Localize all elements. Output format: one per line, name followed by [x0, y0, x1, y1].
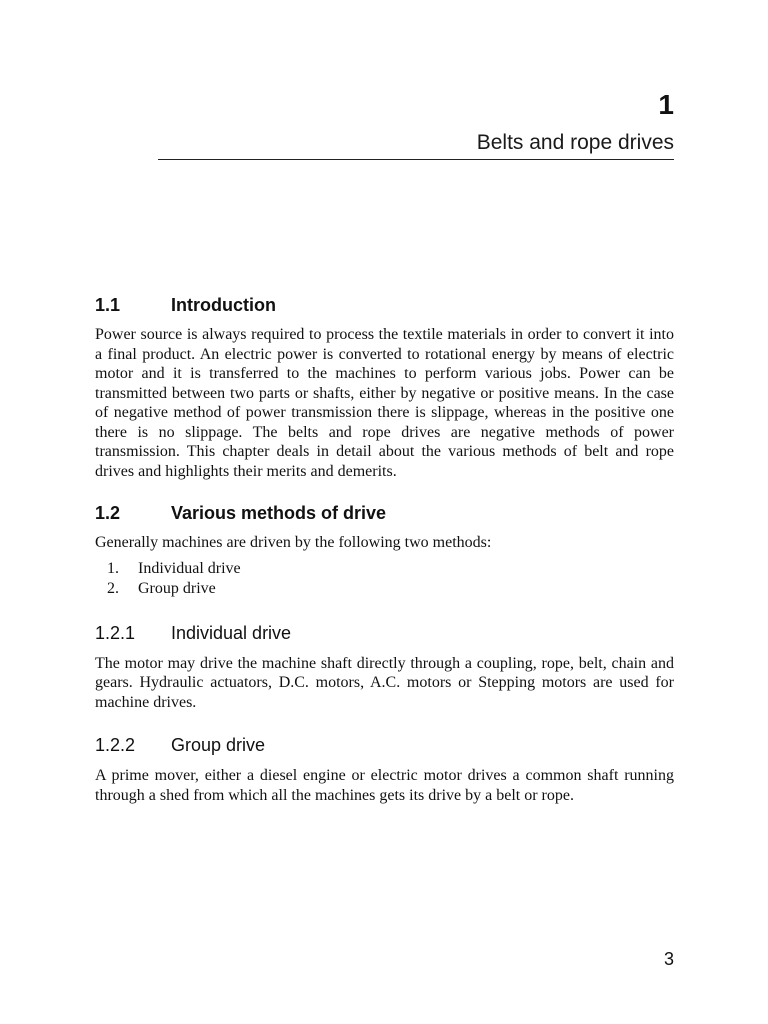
subsection-title: Group drive: [171, 735, 266, 755]
individual-drive-paragraph: The motor may drive the machine shaft directly through a coupling, rope, belt, chain and gears. Hydraulic actuators, D.C. motors, A.C. motors or Stepping motors are used for machine drives.: [95, 654, 674, 711]
section-number: 1.2: [95, 503, 121, 523]
subsection-heading-group-drive: [95, 732, 674, 758]
chapter-divider: [158, 159, 674, 160]
list-item-text: Group drive: [138, 579, 216, 597]
methods-list: [95, 559, 674, 599]
chapter-number: 1: [658, 89, 674, 120]
subsection-heading-individual-drive: [95, 620, 674, 646]
page-number: 3: [663, 949, 674, 969]
list-item-text: Individual drive: [138, 559, 241, 577]
subsection-number: 1.2.2: [95, 735, 136, 755]
introduction-paragraph: Power source is always required to process the textile materials in order to convert it into a final product. An electric power is converted to rotational energy by means of electric motor and it is transferred to the machines to perform various jobs. Power can be transmitted between two parts or shafts, either by negative or positive means. In the case of negative method of power transmission there is slippage, whereas in the positive one there is no slippage. The belts and rope drives are negative methods of power transmission. This chapter deals in detail about the various methods of belt and rope drives and highlights their merits and demerits.: [95, 326, 674, 480]
group-drive-paragraph: A prime mover, either a diesel engine or electric motor drives a common shaft running through a shed from which all the machines gets its drive by a belt or rope.: [95, 767, 674, 804]
list-item: [107, 559, 674, 579]
list-item: [107, 579, 674, 599]
section-heading-methods: [95, 500, 674, 526]
list-item-number: 1.: [107, 559, 119, 577]
section-title: Various methods of drive: [171, 503, 387, 523]
section-title: Introduction: [171, 295, 276, 315]
methods-paragraph: Generally machines are driven by the following two methods:: [95, 534, 492, 551]
list-item-number: 2.: [107, 579, 119, 597]
section-number: 1.1: [95, 295, 121, 315]
page-body: [95, 292, 674, 805]
chapter-title: Belts and rope drives: [476, 131, 674, 154]
subsection-number: 1.2.1: [95, 622, 136, 643]
subsection-title: Individual drive: [171, 622, 292, 643]
section-heading-introduction: [95, 292, 674, 318]
